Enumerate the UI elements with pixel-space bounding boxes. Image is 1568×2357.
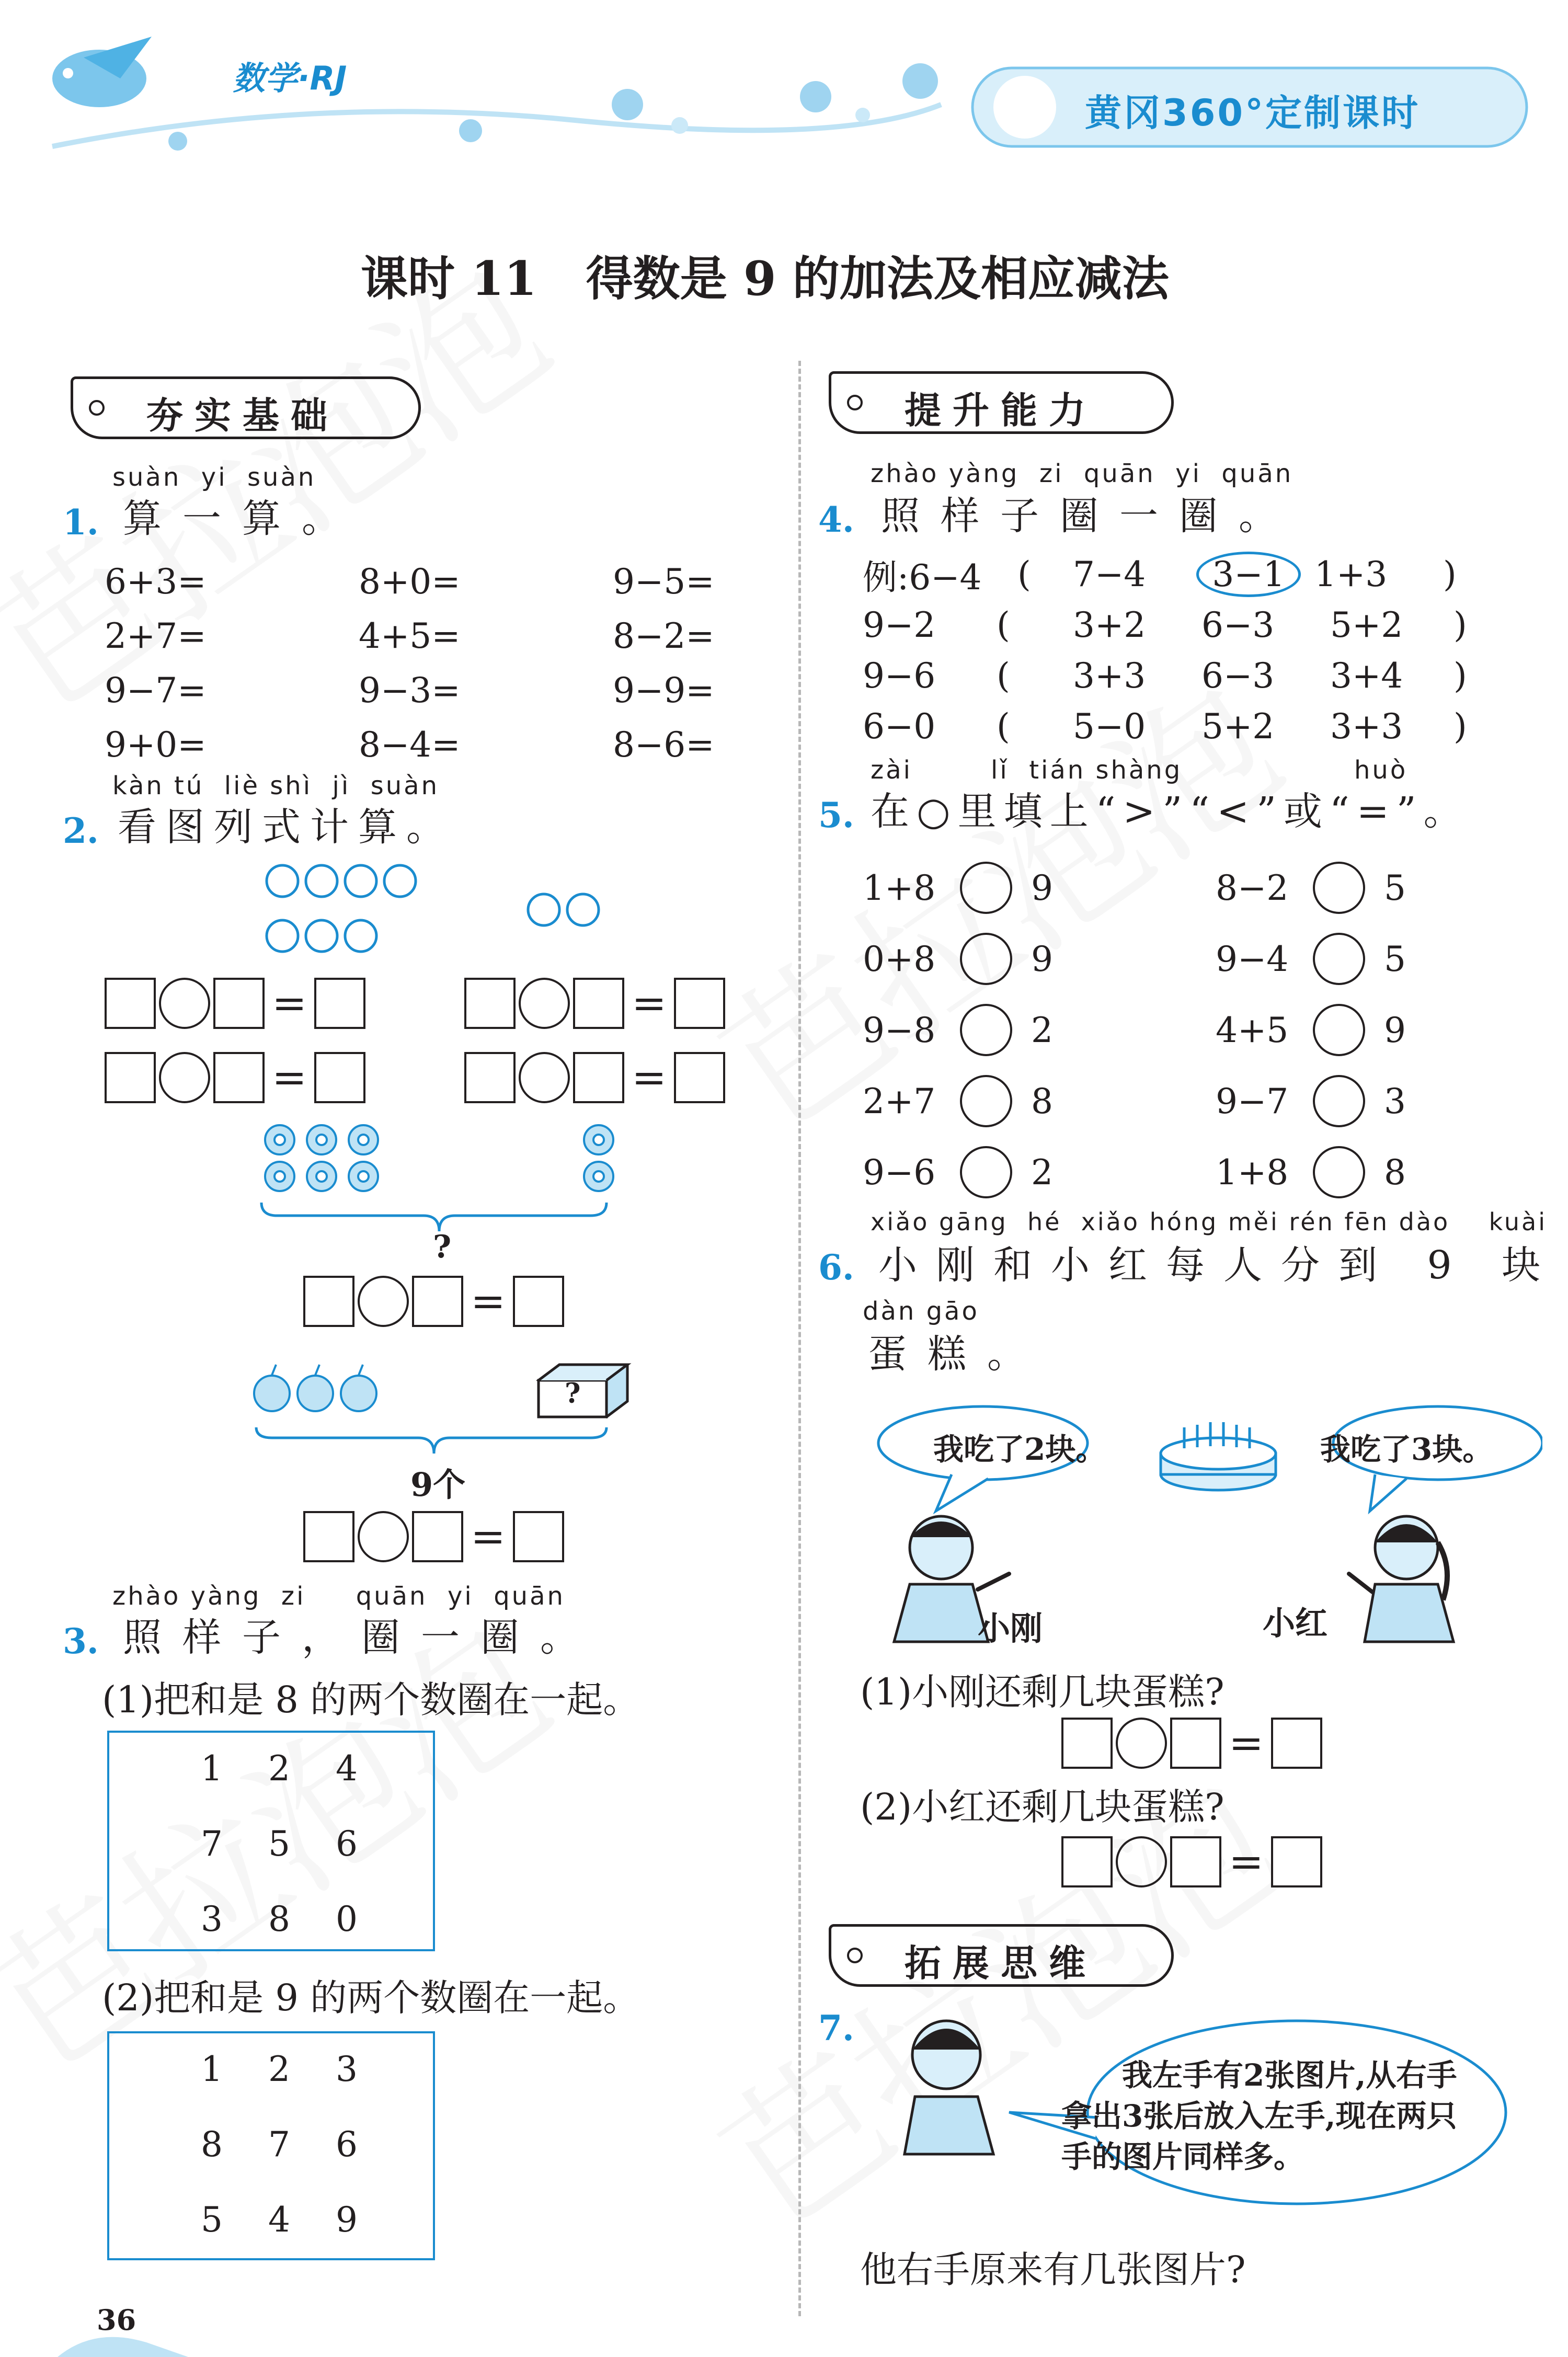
answer-equation: = [303,1511,564,1562]
answer-box[interactable] [573,1052,624,1103]
section-header-extend [829,1924,1174,1987]
compare-expr: 9−8 [863,1010,936,1050]
section-title: 夯实基础 [146,394,339,437]
question-number: 6. [818,1247,854,1288]
sub-question: 他右手原来有几张图片? [860,2248,1246,2291]
flower-icon [349,1125,378,1154]
question-text: 照样子，圈一圈。 [123,1615,600,1660]
grid-number[interactable]: 2 [268,1748,290,1789]
character-name: 小刚 [978,1609,1043,1647]
subject-label: 数学·RJ [233,59,347,97]
pinyin: kàn tú liè shì jì suàn [112,771,439,800]
compare-circle[interactable] [960,862,1012,914]
q4-option[interactable]: 3+3 [1330,706,1403,747]
calc-item: 9−5= [613,561,715,602]
compare-expr: 1+8 [863,867,936,908]
compare-value: 8 [1031,1081,1053,1122]
cake-icon [1161,1422,1276,1490]
grid-number[interactable]: 7 [268,2124,290,2165]
flower-icon [584,1125,613,1154]
q5-left [863,852,1053,1208]
operator-circle[interactable] [1116,1718,1167,1769]
number-grid [107,2031,435,2260]
grid-number[interactable]: 5 [268,1824,290,1864]
pinyin: zhào yàng zi quān yi quān [112,1582,565,1611]
apple-icon [254,1365,290,1411]
compare-expr: 9−4 [1216,939,1289,979]
sub-question: (2)小红还剩几块蛋糕? [860,1786,1224,1828]
operator-circle[interactable] [358,1511,409,1562]
compare-expr: 8−2 [1216,867,1289,908]
grid-number[interactable]: 2 [268,2049,290,2089]
operator-circle[interactable] [519,978,570,1029]
answer-box[interactable] [213,1052,265,1103]
sub-question: (1)小刚还剩几块蛋糕? [860,1671,1224,1713]
grid-number[interactable]: 7 [201,1824,223,1864]
q4-prompt: 9−2 [863,605,936,645]
compare-value: 3 [1384,1081,1406,1122]
page-number: 36 [97,2303,136,2337]
calc-item: 9−7= [105,670,207,711]
pinyin: zài [871,756,912,785]
compare-value: 5 [1384,939,1406,979]
grid-number[interactable]: 1 [201,1748,223,1789]
question-number: 4. [818,499,854,540]
grid-number[interactable]: 8 [201,2124,223,2165]
question-mark: ? [433,1229,452,1265]
answer-box[interactable] [105,978,156,1029]
apple-icon [341,1365,376,1411]
question-number: 1. [63,502,99,543]
girl-icon [1349,1516,1453,1642]
q4-prompt: 6−0 [863,706,936,747]
series-label: 黄冈360°定制课时 [1085,91,1421,134]
compare-circle[interactable] [1313,1146,1365,1198]
compare-expr: 0+8 [863,939,936,979]
operator-circle[interactable] [1116,1836,1167,1887]
answer-box[interactable] [464,1052,516,1103]
grid-number[interactable]: 4 [336,1748,358,1789]
pinyin: dàn gāo [863,1297,979,1326]
grid-number[interactable]: 5 [201,2200,223,2240]
grid-number[interactable]: 9 [336,2200,358,2240]
compare-expr: 9−6 [863,1152,936,1193]
answer-box[interactable] [573,978,624,1029]
sub-question: (1)把和是 8 的两个数圈在一起。 [102,1678,640,1721]
q4-option[interactable]: 3+4 [1330,656,1403,696]
section-title: 提升能力 [905,389,1097,432]
answer-equation: = [105,1052,365,1103]
calc-item: 8−6= [613,724,715,765]
flower-icon [265,1162,294,1191]
answer-box[interactable] [105,1052,156,1103]
apple-group [246,1359,643,1459]
calc-item: 8+0= [359,561,461,602]
bird-icon [52,37,152,107]
compare-circle[interactable] [960,1146,1012,1198]
question-text: 小刚和小红每人分到 9 块 [878,1243,1560,1288]
q4-option[interactable]: 7−4 [1073,554,1146,594]
flower-icon [307,1125,336,1154]
answer-box[interactable] [674,978,725,1029]
answer-box[interactable] [314,978,365,1029]
pinyin: lǐ tián shàng [991,756,1183,785]
section-header-ability [829,371,1174,434]
compare-expr: 1+8 [1216,1152,1289,1193]
apple-icon [297,1365,333,1411]
operator-circle[interactable] [358,1276,409,1327]
total-label: 9个 [410,1466,466,1504]
grid-number[interactable]: 1 [201,2049,223,2089]
operator-circle[interactable] [159,1052,210,1103]
grid-number[interactable]: 4 [268,2200,290,2240]
pinyin: huò [1354,756,1408,785]
compare-circle[interactable] [960,1004,1012,1056]
q4-option[interactable]: 5−0 [1073,706,1146,747]
answer-box[interactable] [513,1276,564,1327]
answer-equation: = [464,1052,725,1103]
answer-equation: = [1061,1718,1322,1769]
question-number: 2. [63,810,99,851]
calc-item: 8−4= [359,724,461,765]
flower-icon [584,1162,613,1191]
number-grid [107,1731,435,1951]
section-header-basic [71,376,421,439]
grid-number[interactable]: 6 [336,2124,358,2165]
answer-box[interactable] [513,1511,564,1562]
speech-bubble-text: 我吃了3块。 [1320,1432,1493,1467]
box-question-mark: ? [565,1378,581,1410]
compare-circle[interactable] [960,1075,1012,1127]
answer-box[interactable] [674,1052,725,1103]
answer-box[interactable] [464,978,516,1029]
compare-circle[interactable] [1313,1004,1365,1056]
compare-circle[interactable] [960,933,1012,985]
q4-option[interactable]: 3+2 [1073,605,1146,645]
answer-box[interactable] [1271,1836,1322,1887]
q4-prompt: 9−6 [863,656,936,696]
q4-option[interactable]: 5+2 [1201,706,1275,747]
q4-option-circled[interactable]: 3−1 [1196,552,1301,597]
sub-question: (2)把和是 9 的两个数圈在一起。 [102,1976,640,2019]
grid-number[interactable]: 3 [336,2049,358,2089]
question-number: 5. [818,795,854,836]
calc-item: 9+0= [105,724,207,765]
q4-option[interactable]: 1+3 [1314,554,1388,594]
answer-box[interactable] [303,1276,354,1327]
grid-number[interactable]: 6 [336,1824,358,1864]
q5-right [1216,852,1406,1208]
calc-item: 9−9= [613,670,715,711]
question-text: 算一算。 [123,496,361,541]
page-title: 课时 11 得数是 9 的加法及相应减法 [361,251,1169,306]
question-text: 在○里填上“>”“<”或“=”。 [871,789,1470,834]
answer-equation: = [464,978,725,1029]
q4-rows: 例:6−4 ( 7−4 3−1 1+3 ) 9−2 ( 3+2 6−3 5+2 ) 9−6 ( 3+3 6−3 3+4 ) 6−0 ( 5−0 5+2 3+3 ) [863,549,1542,752]
calc-item: 8−2= [613,615,715,656]
question-number: 7. [818,2008,854,2049]
q4-option[interactable]: 3+3 [1073,656,1146,696]
column-divider [798,361,801,2316]
answer-equation: = [303,1276,564,1327]
compare-value: 9 [1031,939,1053,979]
answer-box[interactable] [1170,1718,1221,1769]
flower-group [256,1116,622,1237]
answer-box[interactable] [303,1511,354,1562]
question-text: 看图列式计算。 [118,805,454,850]
q4-option[interactable]: 5+2 [1330,605,1403,645]
question-number: 3. [63,1621,99,1662]
flower-icon [349,1162,378,1191]
pinyin: suàn yi suàn [112,463,316,492]
boy-icon [905,2021,993,2154]
calc-item: 2+7= [105,615,207,656]
answer-box[interactable] [314,1052,365,1103]
flower-icon [265,1125,294,1154]
answer-box[interactable] [1061,1836,1113,1887]
grid-number[interactable]: 3 [201,1899,223,1939]
compare-circle[interactable] [1313,1075,1365,1127]
calc-item: 4+5= [359,615,461,656]
compare-expr: 9−7 [1216,1081,1289,1122]
compare-value: 2 [1031,1010,1053,1050]
compare-value: 8 [1384,1152,1406,1193]
speech-bubble-text: 我左手有2张图片,从右手拿出3张后放入左手,现在两只手的图片同样多。 [1061,2057,1457,2175]
compare-value: 9 [1384,1010,1406,1050]
question-text: 蛋糕。 [868,1332,1047,1377]
calc-item: 6+3= [105,561,207,602]
compare-circle[interactable] [1313,933,1365,985]
compare-value: 2 [1031,1152,1053,1193]
compare-expr: 4+5 [1216,1010,1289,1050]
compare-value: 9 [1031,867,1053,908]
operator-circle[interactable] [159,978,210,1029]
grid-number[interactable]: 0 [336,1899,358,1939]
grid-number[interactable]: 8 [268,1899,290,1939]
box-icon [539,1365,627,1417]
pinyin: zhào yàng zi quān yi quān [871,459,1294,488]
character-name: 小红 [1263,1604,1328,1642]
section-title: 拓展思维 [905,1942,1097,1985]
answer-box[interactable] [1061,1718,1113,1769]
question-text: 照样子圈一圈。 [881,494,1298,539]
compare-expr: 2+7 [863,1081,936,1122]
speech-bubble-text: 我吃了2块。 [933,1432,1106,1467]
answer-equation: = [105,978,365,1029]
q4-prompt: 例:6−4 [863,557,982,598]
q4-option[interactable]: 6−3 [1201,605,1275,645]
circle-groups [261,857,638,962]
answer-box[interactable] [1170,1836,1221,1887]
compare-circle[interactable] [1313,862,1365,914]
pinyin: xiǎo gāng hé xiǎo hóng měi rén fēn dào kuài [871,1208,1548,1236]
answer-equation: = [1061,1836,1322,1887]
answer-box[interactable] [1271,1718,1322,1769]
answer-box[interactable] [412,1511,463,1562]
q1-grid [105,554,763,772]
answer-box[interactable] [213,978,265,1029]
flower-icon [307,1162,336,1191]
compare-value: 5 [1384,867,1406,908]
answer-box[interactable] [412,1276,463,1327]
operator-circle[interactable] [519,1052,570,1103]
calc-item: 9−3= [359,670,461,711]
q4-option[interactable]: 6−3 [1201,656,1275,696]
